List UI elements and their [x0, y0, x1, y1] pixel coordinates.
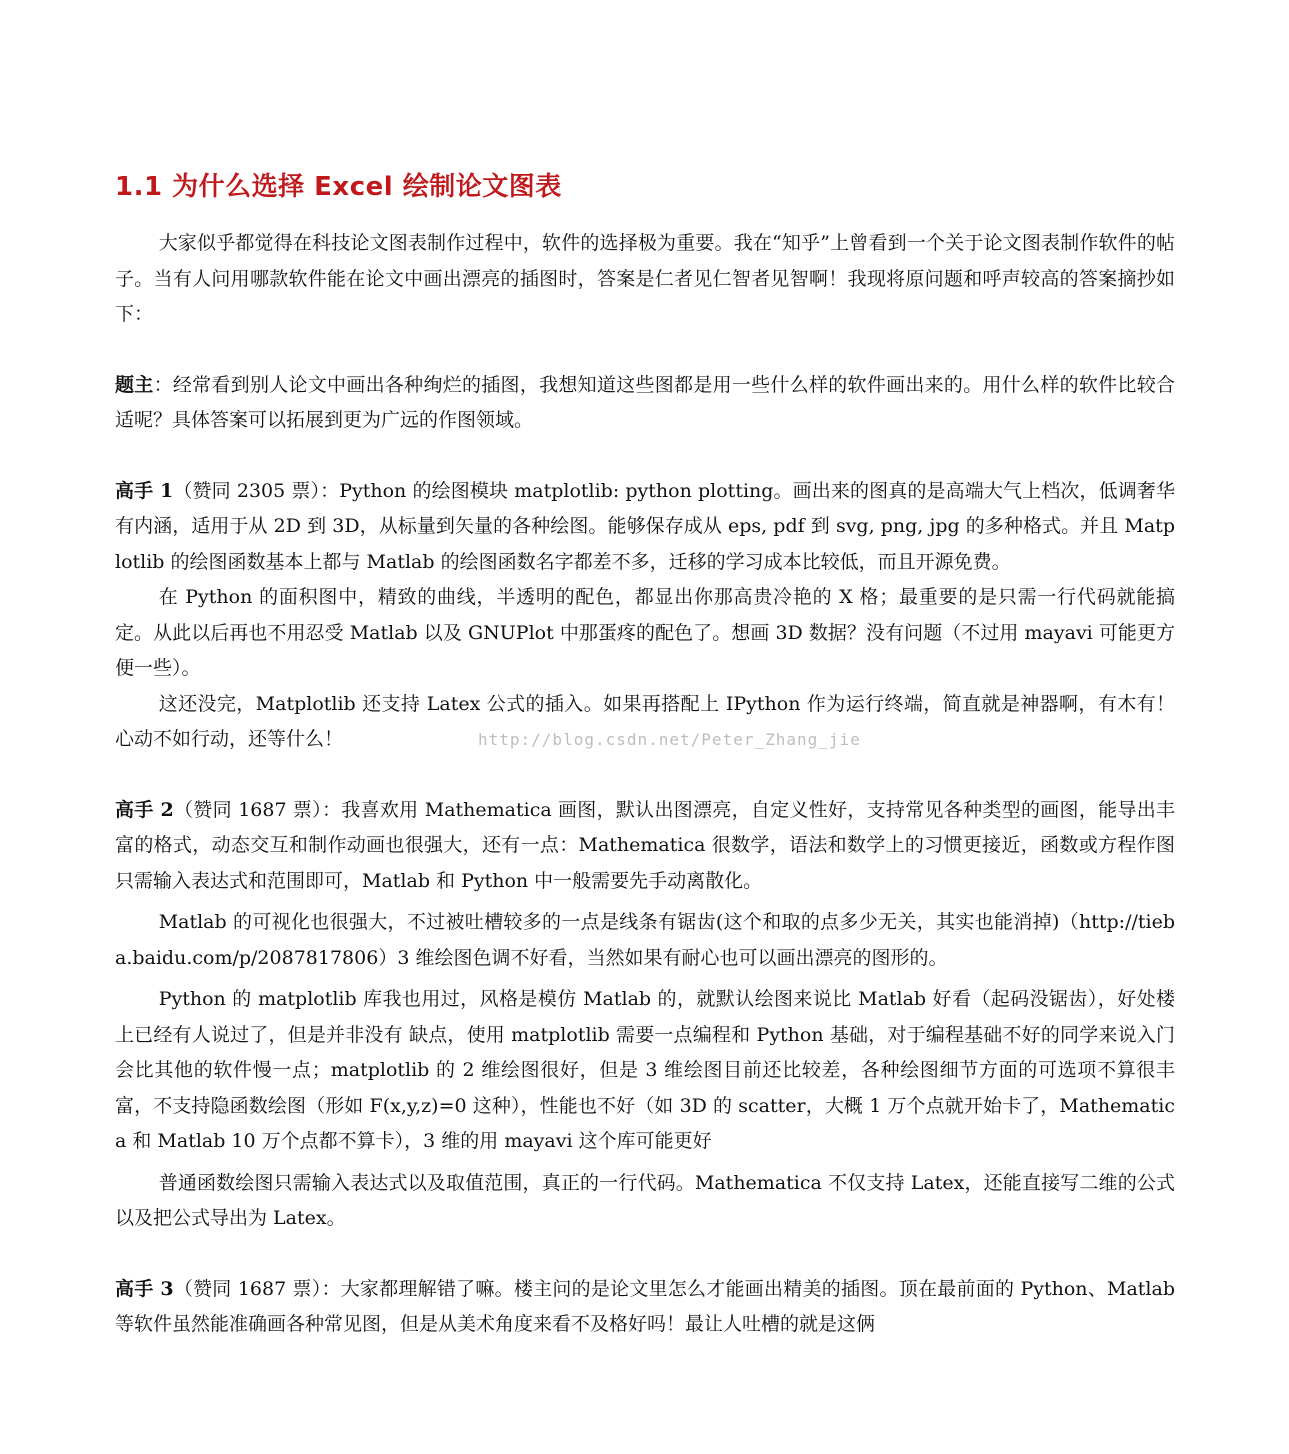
answer3-paragraph-1 [115, 1272, 1175, 1343]
answer2-label: 高手 2 [115, 798, 174, 821]
answer2-paragraph-2: Matlab 的可视化也很强大，不过被吐槽较多的一点是线条有锯齿(这个和取的点多少无关，其实也能消掉)（http://tieba.baidu.com/p/2087817806）3 维绘图色调不好看，当然如果有耐心也可以画出漂亮的图形的。 [115, 911, 1175, 969]
answer3-text-1: （赞同 1687 票）：大家都理解错了嘛。楼主问的是论文里怎么才能画出精美的插图。顶在最前面的 Python、Matlab 等软件虽然能准确画各种常见图，但是从美术角度来看不及格好吗！最让人吐槽的就是这俩 [115, 1277, 1176, 1335]
answer1-paragraph-2: 在 Python 的面积图中，精致的曲线，半透明的配色，都显出你那高贵冷艳的 X 格；最重要的是只需一行代码就能搞定。从此以后再也不用忍受 Matlab 以及 GNUPlot 中那蛋疼的配色了。想画 3D 数据？没有问题（不过用 mayavi 可能更方便一些）。 [115, 586, 1175, 679]
spacer [115, 439, 1175, 474]
question-label: 题主 [115, 373, 154, 396]
blog-watermark: http://blog.csdn.net/Peter_Zhang_jie [478, 730, 861, 749]
question-text: ：经常看到别人论文中画出各种绚烂的插图，我想知道这些图都是用一些什么样的软件画出来的。用什么样的软件比较合适呢？具体答案可以拓展到更为广远的作图领域。 [115, 373, 1175, 431]
answer3-label: 高手 3 [115, 1277, 174, 1300]
answer2-text-1: （赞同 1687 票）：我喜欢用 Mathematica 画图，默认出图漂亮，自定义性好，支持常见各种类型的画图，能导出丰富的格式，动态交互和制作动画也很强大，还有一点：Mathematica 很数学，语法和数学上的习惯更接近，函数或方程作图只需输入表达式和范围即可，Matlab 和 Python 中一般需要先手动离散化。 [115, 798, 1175, 892]
answer1-label: 高手 1 [115, 479, 174, 502]
answer1-text-1: （赞同 2305 票）：Python 的绘图模块 matplotlib: python plotting。画出来的图真的是高端大气上档次，低调奢华有内涵，适用于从 2D 到 3D，从标量到矢量的各种绘图。能够保存成从 eps, pdf 到 svg, png, jpg 的多种格式。并且 Matplotlib 的绘图函数基本上都与 Matlab 的绘图函数名字都差不多，迁移的学习成本比较低，而且开源免费。 [115, 479, 1175, 573]
document-page [115, 168, 1175, 1343]
spacer [115, 333, 1175, 368]
intro-paragraph: 大家似乎都觉得在科技论文图表制作过程中，软件的选择极为重要。我在“知乎”上曾看到一个关于论文图表制作软件的帖子。当有人问用哪款软件能在论文中画出漂亮的插图时，答案是仁者见仁智者见智啊！我现将原问题和呼声较高的答案摘抄如下： [115, 232, 1175, 325]
answer2-paragraph-1 [115, 793, 1175, 900]
question-paragraph [115, 368, 1175, 439]
spacer [115, 758, 1175, 793]
spacer [115, 1237, 1175, 1272]
answer1-paragraph-3: 这还没完，Matplotlib 还支持 Latex 公式的插入。如果再搭配上 IPython 作为运行终端，简直就是神器啊，有木有！心动不如行动，还等什么！ [115, 692, 1175, 750]
answer2-paragraph-4: 普通函数绘图只需输入表达式以及取值范围，真正的一行代码。Mathematica 不仅支持 Latex，还能直接写二维的公式以及把公式导出为 Latex。 [115, 1171, 1175, 1229]
answer1-paragraph-1 [115, 474, 1175, 581]
answer2-paragraph-3: Python 的 matplotlib 库我也用过，风格是模仿 Matlab 的，就默认绘图来说比 Matlab 好看（起码没锯齿），好处楼上已经有人说过了，但是并非没有 缺点，使用 matplotlib 需要一点编程和 Python 基础，对于编程基础不好的同学来说入门会比其他的软件慢一点；matplotlib 的 2 维绘图很好，但是 3 维绘图目前还比较差，各种绘图细节方面的可选项不算很丰富，不支持隐函数绘图（形如 F(x,y,z)=0 这种），性能也不好（如 3D 的 scatter，大概 1 万个点就开始卡了，Mathematica 和 Matlab 10 万个点都不算卡），3 维的用 mayavi 这个库可能更好 [115, 988, 1175, 1152]
section-title: 1.1 为什么选择 Excel 绘制论文图表 [115, 172, 562, 202]
